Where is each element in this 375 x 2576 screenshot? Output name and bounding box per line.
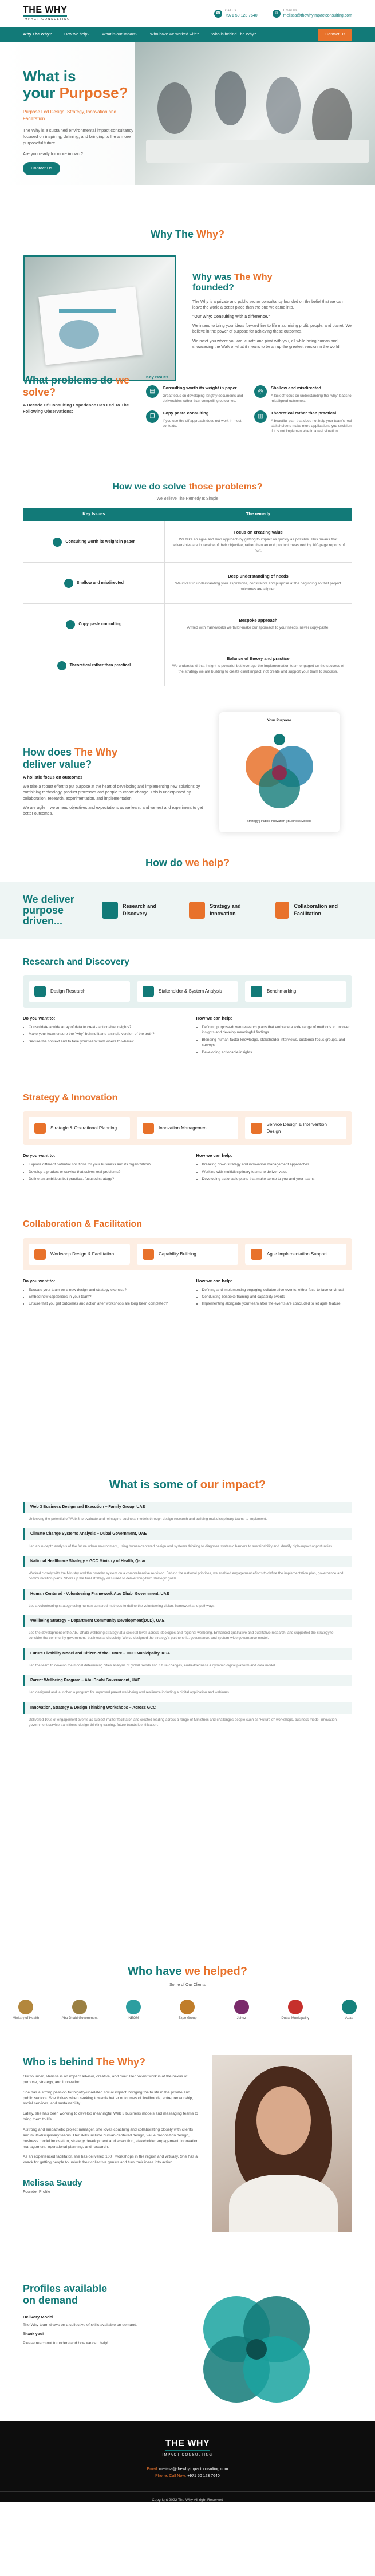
impact-item-title: Parent Wellbeing Program – Abu Dhabi Government, UAE <box>23 1675 352 1686</box>
issue-text: Consulting worth its weight in paper <box>65 539 135 544</box>
list-item: • Conducting bespoke training and capability events <box>202 1294 353 1299</box>
venn-caption: Strategy | Public Innovation | Business Models <box>247 820 311 824</box>
problem-title: Theoretical rather than practical <box>271 410 337 416</box>
how-heading: How we can help: <box>196 1153 232 1159</box>
service-card[interactable] <box>245 1117 346 1139</box>
hero-subtitle: Purpose Led Design: Strategy, Innovation and Facilitation <box>23 109 117 121</box>
header-phone[interactable] <box>214 9 258 19</box>
problem-item <box>146 410 244 434</box>
hero-meeting-photo <box>135 42 375 185</box>
brand-logo[interactable] <box>23 5 70 22</box>
why-para-1: The Why is a private and public sector consultancy founded on the belief that we can leave the world a better place than the one we came into. <box>192 299 343 310</box>
document-icon: ▤ <box>146 385 159 398</box>
list-item: • Breaking down strategy and innovation management approaches <box>202 1162 353 1167</box>
service-card[interactable] <box>29 981 130 1002</box>
service-design-icon <box>251 1123 262 1134</box>
need-heading: Do you want to: <box>23 1278 56 1283</box>
nav-contact-button[interactable]: Contact Us <box>318 29 352 41</box>
phone-icon: ☎ <box>214 10 222 18</box>
impact-title-main: What is some of <box>109 1479 200 1491</box>
problem-item <box>146 385 244 404</box>
service-card[interactable] <box>137 1244 238 1265</box>
help-title <box>0 855 375 870</box>
hero-question: Are you ready for more impact? <box>23 151 84 156</box>
founder-para: She has a strong passion for bigotry-unrelated social impact, bringing the to life in the private and public sectors. She thrives when seeking towards better outcomes of livelihoods, entrepreneurship, social services, and sustainability. <box>23 2090 194 2106</box>
help-bar-title-1: We deliver purpose <box>23 894 74 916</box>
help-bar-title <box>23 894 92 927</box>
why-title-accent: Why? <box>196 228 224 240</box>
help-title-main: How do <box>145 857 185 868</box>
impact-item-title: Wellbeing Strategy – Department Community Development(DCD), UAE <box>23 1615 352 1627</box>
table-header-remedy: The remedy <box>164 508 352 521</box>
clients-title <box>0 1960 375 1980</box>
help-section <box>0 844 375 1473</box>
phone-value: +971 50 123 7640 <box>225 14 258 18</box>
research-icon <box>102 902 118 919</box>
clients-title-main: Who have <box>128 1965 185 1978</box>
deliver-section <box>0 706 375 844</box>
client-logo <box>60 2000 100 2021</box>
client-name: Abu Dhabi Government <box>61 2017 98 2021</box>
client-name: Adaa <box>345 2017 353 2021</box>
service-card-label: Benchmarking <box>267 989 297 994</box>
delivery-model-heading: Delivery Model <box>23 2314 53 2320</box>
footer-brand-name[interactable]: THE WHY <box>165 2437 210 2451</box>
target-icon: ◎ <box>254 385 267 398</box>
founder-para: As an experienced facilitator, she has delivered 100+ workshops in the region and virtually. She has a knack for getting people to unlock their collective genius and turn their ideas into action. <box>23 2155 198 2165</box>
why-section-title <box>0 227 375 242</box>
impact-list <box>23 1494 352 1735</box>
service-title: Strategy & Innovation <box>23 1092 118 1103</box>
problem-title: Copy paste consulting <box>163 410 209 416</box>
problems-title-main: What problems do <box>23 374 116 386</box>
venn-top-label: Your Purpose <box>267 718 291 722</box>
header-contact <box>214 9 352 19</box>
why-founded-heading <box>192 272 352 294</box>
help-bar-label: Strategy and Innovation <box>210 903 241 917</box>
hero-text: The Why is a sustained environmental impact consultancy focused on inspiring, defining, and bringing to life a more purposeful future. <box>23 128 134 146</box>
site-footer <box>0 2421 375 2502</box>
client-logo <box>222 2000 262 2021</box>
deliver-title-accent: The Why <box>74 746 118 758</box>
why-section <box>0 185 375 351</box>
service-card-label: Workshop Design & Facilitation <box>50 1251 115 1257</box>
hero-title-line2: your <box>23 84 60 101</box>
jahez-logo-icon <box>234 2000 249 2014</box>
list-item: • Blending human-factor knowledge, stakeholder interviews, customer focus groups, and surveys <box>202 1037 353 1048</box>
solve-section <box>0 466 375 706</box>
client-logos <box>0 2000 375 2021</box>
founder-title-accent: The Why? <box>96 2056 145 2068</box>
clients-title-accent: we helped? <box>185 1965 247 1978</box>
footer-phone: +971 50 123 7640 <box>187 2474 220 2478</box>
client-logo <box>113 2000 153 2021</box>
founder-section <box>0 2046 375 2275</box>
footer-brand-tagline: IMPACT CONSULTING <box>162 2453 213 2458</box>
main-nav <box>0 27 375 42</box>
service-card-label: Service Design & Intervention Design <box>266 1122 327 1134</box>
help-bar-strategy[interactable] <box>189 902 266 919</box>
remedy-desc: Armed with frameworks we tailor-make our approach to your needs, never copy-paste. <box>187 626 330 630</box>
help-summary-bar <box>0 882 375 939</box>
list-item: • Secure the context and to take your team from where to where? <box>29 1039 179 1044</box>
collaboration-icon <box>275 902 289 919</box>
abu-dhabi-logo-icon <box>72 2000 87 2014</box>
nav-item-why[interactable]: Why The Why? <box>23 32 52 37</box>
help-title-accent: we help? <box>185 857 230 868</box>
client-logo <box>167 2000 207 2021</box>
hero-section <box>0 42 375 185</box>
service-card-label: Agile Implementation Support <box>267 1251 327 1257</box>
problems-intro: A Decade Of Consulting Experience Has Led To The Following Observations: <box>23 402 129 414</box>
issue-text: Shallow and misdirected <box>76 580 124 585</box>
client-logo <box>329 2000 369 2021</box>
founder-title-main: Who is behind <box>23 2056 96 2068</box>
service-title: Collaboration & Facilitation <box>23 1219 143 1230</box>
list-item: • Ensure that you get outcomes and action after workshops are long been completed? <box>29 1301 179 1306</box>
capability-icon <box>143 1249 154 1260</box>
table-row <box>23 563 352 604</box>
service-research <box>0 955 375 1057</box>
hero-contact-button[interactable]: Contact Us <box>23 162 60 175</box>
help-bar-label: Research and Discovery <box>123 903 157 917</box>
profiles-title <box>23 2283 160 2306</box>
workshop-icon <box>34 1249 46 1260</box>
book-icon: ▥ <box>254 410 267 423</box>
clients-section <box>0 1949 375 2046</box>
remedy-desc: We invest in understanding your aspirations, constraints and purpose at the beginning so that project outcomes are aligned. <box>175 582 341 592</box>
help-bar-research[interactable] <box>102 902 179 919</box>
table-row <box>23 604 352 645</box>
email-value: melissa@thewhyimpactconsulting.com <box>283 14 352 18</box>
footer-phone-line[interactable] <box>0 2473 375 2480</box>
issue-text: Copy paste consulting <box>78 622 122 626</box>
analysis-icon <box>143 986 154 997</box>
ministry-health-logo-icon <box>18 2000 33 2014</box>
impact-item-title: Future Livability Model and Citizen of the Future – DCO Municipality, KSA <box>23 1648 352 1660</box>
founder-role[interactable]: Founder Profile <box>23 2190 50 2194</box>
table-row <box>23 521 352 563</box>
list-item: • Explore different potential solutions for your business and its organization? <box>29 1162 179 1167</box>
strategy-icon <box>189 902 205 919</box>
impact-section <box>0 1473 375 1949</box>
problems-title <box>23 374 146 398</box>
client-name: Expo Group <box>178 2017 197 2021</box>
how-heading: How we can help: <box>196 1015 232 1021</box>
header-email[interactable] <box>273 9 352 19</box>
remedy-desc: We take an agile and lean approach by getting to impact as quickly as possible. This means that deliverables are in service of their objective, rather than an end product measured by 100-page reports of fluff. <box>171 537 345 554</box>
impact-item-title: Web 3 Business Design and Execution – Family Group, UAE <box>23 1502 352 1513</box>
profiles-cta-text: Please reach out to understand how we can help! <box>23 2341 108 2346</box>
profiles-title-1: Profiles available <box>23 2283 108 2294</box>
footer-phone-label: Phone: Call Now: <box>155 2474 188 2478</box>
solve-title-main: How we do solve <box>112 482 189 492</box>
brand-name: THE WHY <box>23 5 67 17</box>
help-bar-collaboration[interactable] <box>275 902 352 919</box>
copy-icon: ❐ <box>146 410 159 423</box>
profiles-venn-diagram <box>191 2283 322 2409</box>
remedy-title: Deep understanding of needs <box>228 574 289 579</box>
list-item: • Consolidate a wide array of data to create actionable insights? <box>29 1025 179 1030</box>
list-item: • Develop a product or service that solves real problems? <box>29 1170 179 1175</box>
service-card[interactable] <box>245 1244 346 1265</box>
footer-email-label: Email: <box>147 2467 160 2471</box>
impact-item-desc: Led a volunteering strategy using human-centered methods to define the volunteering vision, framework and pathways. <box>29 1603 216 1608</box>
impact-item-desc: Led designed and launched a program for improved parent well-being and resilience including a digital application and webinars. <box>29 1690 230 1695</box>
copy-icon <box>66 620 75 629</box>
why-founded-accent: The Why <box>234 272 273 283</box>
deliver-para-2: We are agile – we amend objectives and expectations as we learn, and we test and experiment to get better outcomes. <box>23 805 203 816</box>
deliver-title-main: How does <box>23 746 75 758</box>
service-card-label: Strategic & Operational Planning <box>50 1125 117 1131</box>
service-card-label: Capability Building <box>159 1251 196 1257</box>
impact-title-accent: our impact? <box>200 1479 266 1491</box>
service-card[interactable] <box>137 981 238 1002</box>
top-header <box>0 0 375 27</box>
client-name: Dubai Municipality <box>281 2017 310 2021</box>
service-card[interactable] <box>29 1244 130 1265</box>
solve-subtitle: We Believe The Remedy Is Simple <box>156 497 219 501</box>
planning-icon <box>34 1123 46 1134</box>
hero-title-accent: Purpose? <box>59 84 128 101</box>
client-name: NEOM <box>128 2017 139 2021</box>
service-collaboration <box>0 1218 375 1308</box>
expo-logo-icon <box>180 2000 195 2014</box>
remedy-title: Bespoke approach <box>239 618 278 623</box>
problem-desc: Great focus on developing lengthy documents and deliverables rather than compelling outcomes. <box>163 393 243 403</box>
why-para-2: "Our Why: Consulting with a difference." <box>192 315 270 319</box>
issue-text: Theoretical rather than practical <box>69 663 131 667</box>
problem-desc: A beautiful plan that does not help your team's real stakeholders make more applications you envision if it is not implementable in a real situation. <box>271 418 352 434</box>
impact-item-desc: Unlocking the potential of Web 3 to evaluate and reimagine business models through design research and building multidisciplinary teams to implement. <box>29 1517 267 1522</box>
client-name: Jahez <box>236 2017 246 2021</box>
design-research-icon <box>34 986 46 997</box>
document-icon <box>53 538 62 547</box>
brand-tagline: IMPACT CONSULTING <box>23 17 70 21</box>
profiles-title-2: on demand <box>23 2294 78 2306</box>
table-header-issues: Key Issues <box>23 508 165 521</box>
impact-item-desc: Led the development of the Abu Dhabi wellbeing strategy at a societal level, across ideologies and regional wellbeing. Enhanced qualitative and qualitative research, and supported the strategy to consider the community government, business and society. We co-designed the strategy's partnership, governance, and system-wide governance model. <box>29 1631 334 1641</box>
phone-label: Call Us <box>225 9 236 13</box>
list-item: • Working with multidisciplinary teams to deliver value <box>202 1170 353 1175</box>
list-item: • Make your team ensure the "why" behind it and a single version of the truth? <box>29 1032 179 1037</box>
impact-item-title: National Healthcare Strategy – GCC Ministry of Health, Qatar <box>23 1556 352 1567</box>
remedy-desc: We understand that insight is powerful but leverage the implementation team engaged on the success of the strategy we are building to create client impact, not create and support your team to success. <box>172 664 344 674</box>
need-heading: Do you want to: <box>23 1015 56 1021</box>
solve-title-accent: those problems? <box>188 482 263 492</box>
problem-title: Consulting worth its weight in paper <box>163 385 237 390</box>
hero-title-line1: What is <box>23 68 76 85</box>
nav-item-clients[interactable]: Who have we worked with? <box>150 32 199 37</box>
service-card-label: Stakeholder & System Analysis <box>159 989 222 994</box>
problems-title-accent: we solve? <box>23 374 130 398</box>
list-item: • Developing actionable insights <box>202 1050 353 1055</box>
email-label: Email Us <box>283 9 297 13</box>
list-item: • Developing actionable plans that make sense to you and your teams <box>202 1176 353 1182</box>
list-item: • Educate your team on a new design and strategy exercise? <box>29 1287 179 1293</box>
list-item: • Embed new capabilities in your team? <box>29 1294 179 1299</box>
service-card[interactable] <box>137 1117 238 1139</box>
service-card-label: Innovation Management <box>159 1125 208 1131</box>
service-strategy <box>0 1091 375 1184</box>
why-founded-h1: Why was <box>192 272 234 283</box>
table-row <box>23 645 352 686</box>
clients-subtitle: Some of Our Clients <box>169 1983 206 1987</box>
impact-item-title: Innovation, Strategy & Design Thinking Workshops – Across GCC <box>23 1702 352 1714</box>
profiles-para: The Why team draws on a collective of skills available on demand. <box>23 2323 137 2328</box>
problem-item <box>254 385 352 404</box>
profiles-thanks: Thank you! <box>23 2332 44 2337</box>
deliver-heading: A holistic focus on outcomes <box>23 775 83 780</box>
impact-item-desc: Led the team to develop the model determining cities analysis of global trends and future changes, embeddedness a dynamic digital platform and data model. <box>29 1663 276 1668</box>
deliver-title-end: deliver value? <box>23 758 92 770</box>
footer-email: melissa@thewhyimpactconsulting.com <box>159 2467 228 2471</box>
impact-item-title: Climate Change Systems Analysis – Dubai Government, UAE <box>23 1528 352 1540</box>
impact-item-desc: Led an in-depth analysis of the future urban environment, using human-centered design and systems thinking to diagnose systemic barriers to sustainability and identify high-impact opportunities. <box>29 1544 333 1548</box>
impact-item-desc: Worked closely with the Ministry and the broader system on a comprehensive re-vision. Behind the national priorities, we enabled engagement efforts to define the implementation plan, governance and communication plans. Shore up the final strategy was used to deliver long-term strategic goals. <box>29 1571 344 1581</box>
founder-photo <box>212 2055 352 2232</box>
email-icon: ✉ <box>273 10 281 18</box>
agile-icon <box>251 1249 262 1260</box>
founder-para: Lately, she has been working to develop meaningful Web 3 business models and messaging teams to bring them to life. <box>23 2112 198 2122</box>
municipality-logo-icon <box>288 2000 303 2014</box>
client-logo <box>6 2000 46 2021</box>
hero-title <box>23 68 135 101</box>
nav-item-impact[interactable]: What is our impact? <box>102 32 137 37</box>
founder-para: Our founder, Melissa is an impact advisor, creative, and doer. Her recent work is at the nexus of purpose, strategy, and innovation. <box>23 2075 188 2084</box>
remedy-title: Balance of theory and practice <box>227 656 290 662</box>
problem-desc: If you use the off approach does not work in most contexts. <box>163 418 242 428</box>
innovation-icon <box>143 1123 154 1134</box>
neom-logo-icon <box>126 2000 141 2014</box>
adaa-logo-icon <box>342 2000 357 2014</box>
list-item: • Defining purpose-driven research plans that embrace a wide range of methods to uncover insights and develop meaningful findings <box>202 1025 353 1036</box>
problem-title: Shallow and misdirected <box>271 385 321 390</box>
purpose-venn-diagram <box>219 712 340 832</box>
how-heading: How we can help: <box>196 1278 232 1283</box>
problems-section <box>0 351 375 466</box>
nav-item-behind[interactable]: Who is behind The Why? <box>211 32 256 37</box>
problem-item <box>254 410 352 434</box>
nav-item-help[interactable]: How we help? <box>64 32 90 37</box>
service-title: Research and Discovery <box>23 957 129 967</box>
key-issues-label: Key Issues <box>146 374 169 380</box>
client-name: Ministry of Health <box>12 2017 40 2021</box>
book-icon <box>57 661 66 670</box>
impact-item-title: Human Centered - Volunteering Framework Abu Dhabi Government, UAE <box>23 1589 352 1600</box>
why-para-4: We meet you where you are, curate and pivot with you, all while being human and showcasing the Walk of what it means to be an up the greatest version in the world. <box>192 339 341 349</box>
why-founded-h2: founded? <box>192 283 234 293</box>
help-bar-title-2: driven... <box>23 915 63 927</box>
target-icon <box>64 579 73 588</box>
need-heading: Do you want to: <box>23 1153 56 1159</box>
deliver-title <box>23 746 206 770</box>
founder-title <box>23 2055 200 2069</box>
solve-title <box>23 480 352 493</box>
founder-para: A strong and empathetic project manager, she loves coaching and collaborating closely with clients and multi-disciplinary teams. Her skills include human-centered design, value proposition design, business model innovation, strategy development and execution, stakeholder engagement, innovation management, operational planning, and research. <box>23 2128 199 2149</box>
founder-name: Melissa Saudy <box>23 2178 82 2188</box>
footer-email-line[interactable] <box>0 2466 375 2473</box>
remedy-table <box>23 508 352 686</box>
deliver-para-1: We take a robust effort to put purpose at the heart of developing and implementing new solutions by combining technology, product processes and people to create change. This is underpinned by collaboration, research, experimentation, and implementation. <box>23 785 200 801</box>
service-card[interactable] <box>29 1117 130 1139</box>
impact-item-desc: Delivered 100s of engagement events as subject-matter facilitator, and created leading across a range of Ministries and challenges people such as 'Future of' workshops, business model innovation, government service transitions, design thinking training, future trends identification. <box>29 1717 338 1728</box>
service-card-label: Design Research <box>50 989 86 994</box>
impact-title <box>0 1473 375 1494</box>
help-bar-label: Collaboration and Facilitation <box>294 903 338 917</box>
list-item: • Defining and implementing engaging collaborative events, either face-to-face or virtual <box>202 1287 353 1293</box>
why-para-3: We intend to bring your ideas forward line to life maximizing profit, people, and planet. We believe in the power of purpose for achieving these outcomes. <box>192 324 352 334</box>
benchmark-icon <box>251 986 262 997</box>
list-item: • Define an ambitious but practical, focused strategy? <box>29 1176 179 1182</box>
why-title-main: Why The <box>151 228 196 240</box>
venn-graphic <box>219 712 340 832</box>
remedy-title: Focus on creating value <box>233 530 283 535</box>
profiles-section <box>0 2275 375 2421</box>
problem-desc: A lack of focus on understanding the 'why' leads to misaligned outcomes. <box>271 393 352 403</box>
client-logo <box>275 2000 315 2021</box>
list-item: • Implementing alongside your team after the events are concluded to let agile feature <box>202 1301 353 1306</box>
footer-contact <box>0 2466 375 2480</box>
copyright: Copyright 2022 The Why All right Reserved <box>0 2491 375 2503</box>
service-card[interactable] <box>245 981 346 1002</box>
